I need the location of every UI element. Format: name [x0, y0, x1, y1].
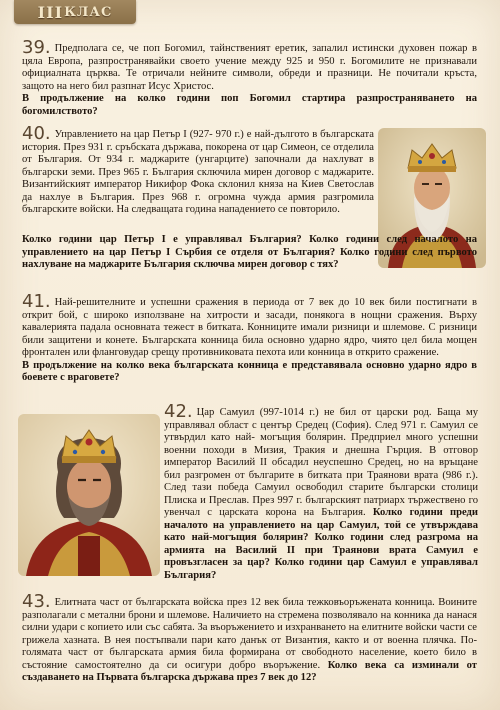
portrait-tsar-samuil: [18, 414, 160, 576]
tsar-samuil-illustration: [18, 414, 160, 576]
question-number: 41.: [22, 291, 51, 312]
question-number: 43.: [22, 591, 51, 612]
question-40: [22, 123, 374, 217]
question-text: Най-решителните и успешни сражения в периода от 7 век до 10 век били постигнати в открит бой, с широко използване на хитрости и засади, понякога в нощни сражения. Върху кавалерията падала основната тежест в битката. Конниците имали ризници и шлемове. С ризници били защитени и конете. Българската конница била основно ударно ядро, чиято цел била мощен фронтален или фланговудар срещу противниковата пехота или конница в открито сражение.: [22, 297, 477, 358]
question-prompt: Колко века са изминали от създаването на Първата българска държава през 7 век до 12?: [22, 659, 477, 683]
question-prompt: В продължение на колко века българската конница е представявала основно ударно ядро в боевете с враговете?: [22, 359, 477, 383]
question-prompt: Колко години преди началото на управлението на цар Самуил, той се утвърждава като най-могъщия болярин? Колко години след разгрома на армията на Василий II при Траянови врата Самуил е провъзгласен за цар? Колко години цар Самуил е управлявал България?: [164, 507, 478, 581]
question-41: [22, 291, 477, 385]
grade-label: КЛАС: [64, 4, 113, 20]
question-text: Елитната част от българската войска през 12 век била тежковъоръжената конница. Воините разполагали с метални брони и шлемове. Наличието на стремена позволявало на конника да нанася силни удари с копието или със сабята. За въоръжението и изхранването на елитните войски части се грижела хазната. В нея постъпвали пари като данък от Византия, както и от военна плячка. По-голямата част от българската армия била формирана от свободното население, което било в състояние самостоятелно да си осигури добро въоръжение.: [22, 597, 477, 671]
question-prompt: В продължение на колко години поп Богомил стартира разпространяването на богомилството?: [22, 93, 477, 117]
question-number: 42.: [164, 401, 193, 422]
question-text: Предполага се, че поп Богомил, тайнственият еретик, запалил истински духовен пожар в цяла Европа, разпространявайки своето учение между 925 и 950 г. Богомилите не признавали официалната църква. Те отричали нейните символи, обреди и празници. Не почитали кръста, защото на него бил разпнат Исус Христос.: [22, 43, 477, 92]
grade-roman: III: [37, 2, 64, 22]
question-39: [22, 37, 477, 118]
question-number: 39.: [22, 37, 51, 58]
question-42: [164, 401, 478, 582]
question-text: Цар Самуил (997-1014 г.) не бил от царски род. Баща му управлявал област с център Средец (София). След 971 г. Самуил се утвърдил като най- могъщия болярин. Предприел много успешни военни походи в Мизия, Тракия и днешна Гърция. В отговор император Василий II обсадил неуспешно Средец, но на връщане бил разгромен от българите в битката при Траянови врата (986 г.). След тази победа Самуил освободил старите български столици Плиска и Преслав. През 997 г. българският патриарх тържествено го увенчал с царската корона на България.: [164, 407, 478, 518]
question-40-prompt: [22, 234, 477, 272]
grade-header: [14, 0, 136, 24]
question-text: Управлението на цар Петър I (927- 970 г.) е най-дългото в българската история. През 931 г. сръбската държава, покорена от цар Симеон, се отделила от България. От 934 г. маджарите (унгарците) започнали да нахлуват в български земи. През 965 г. България сключила мирен договор с маджарите. Византийският император Никифор Фока склонил княза на Киев Светослав да нахлуе в България. През 968 г. огромна чужда армия разгромила българските войски. На следващата година нападението се повторило.: [22, 129, 374, 215]
question-number: 40.: [22, 123, 51, 144]
question-prompt: Колко години цар Петър I е управлявал България? Колко години след началото на управлението на цар Петър I Сърбия се отделя от България? Колко години след първото нахлуване на маджарите България сключва мирен договор с тях?: [22, 234, 477, 270]
question-43: [22, 591, 477, 685]
